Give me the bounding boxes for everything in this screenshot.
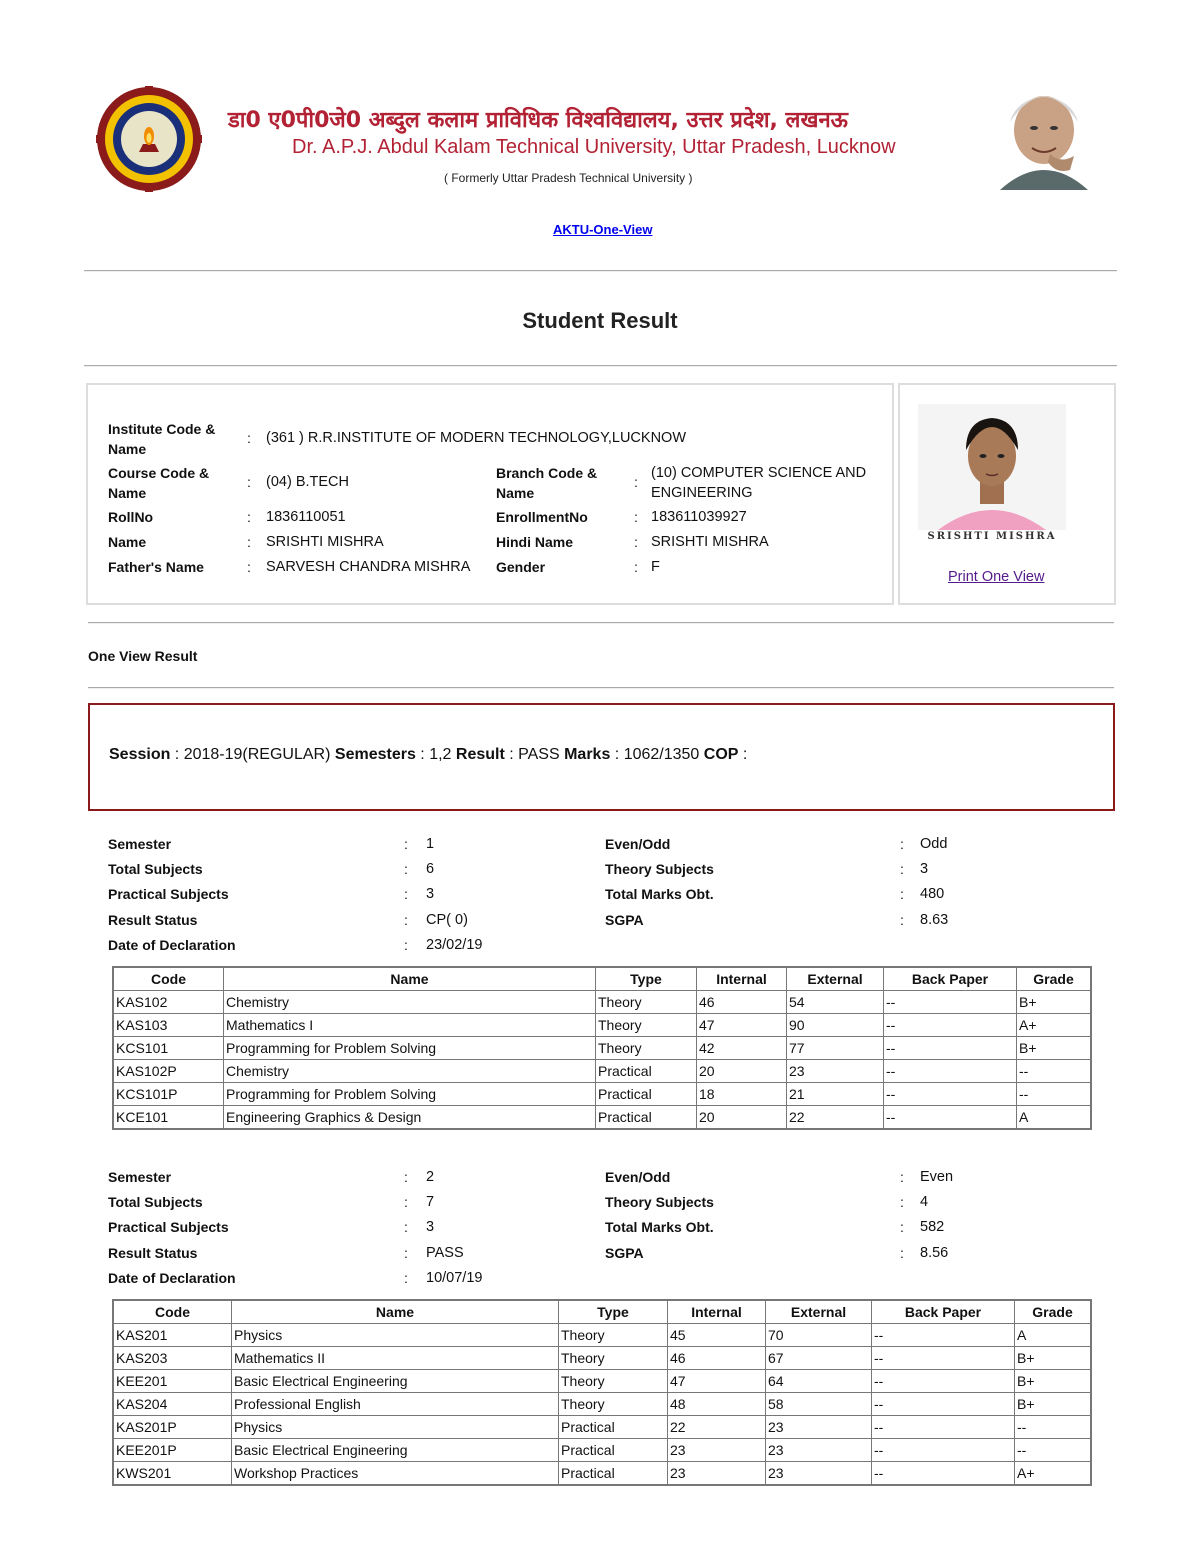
university-english-title: Dr. A.P.J. Abdul Kalam Technical University, Uttar Pradesh, Lucknow [292,136,896,158]
practical-subjects-label: Practical Subjects [108,1219,229,1235]
table-cell: Engineering Graphics & Design [224,1106,596,1130]
table-cell: A [1015,1324,1092,1347]
table-cell: Programming for Problem Solving [224,1083,596,1106]
table-cell: 42 [697,1037,787,1060]
table-cell: KAS102 [113,991,224,1014]
semester-value: 1 [426,836,435,852]
table-cell: Theory [596,1014,697,1037]
table-cell: Chemistry [224,991,596,1014]
declaration-date-value: 23/02/19 [426,937,483,953]
table-cell: 47 [668,1370,766,1393]
table-cell: -- [872,1462,1015,1486]
table-cell: 21 [787,1083,884,1106]
table-cell: Practical [559,1416,668,1439]
table-cell: 58 [766,1393,872,1416]
colon: : [900,1169,904,1185]
result-status-value: CP( 0) [426,912,468,928]
table-cell: KCS101P [113,1083,224,1106]
table-cell: 67 [766,1347,872,1370]
table-cell: Theory [559,1324,668,1347]
table-row [113,1462,1091,1486]
result-label: Result [455,746,505,763]
table-cell: Basic Electrical Engineering [232,1370,559,1393]
cop-label: COP [703,746,739,763]
table-row [113,1370,1091,1393]
sgpa-value: 8.63 [920,912,949,928]
colon: : [634,474,638,490]
gender-label: Gender [496,559,546,575]
theory-subjects-label: Theory Subjects [605,1194,714,1210]
kalam-portrait [990,82,1098,190]
table-cell: B+ [1015,1393,1092,1416]
institute-label: Institute Code & Name [108,421,216,457]
table-cell: KEE201P [113,1439,232,1462]
table-cell: -- [872,1416,1015,1439]
table-cell: Theory [596,991,697,1014]
colon: : [900,912,904,928]
table-cell: A [1017,1106,1092,1130]
declaration-date-value: 10/07/19 [426,1270,483,1286]
formerly-subtitle: ( Formerly Uttar Pradesh Technical University ) [444,171,693,185]
colon: : [247,559,251,575]
table-cell: -- [884,1014,1017,1037]
even-odd-label: Even/Odd [605,836,671,852]
table-cell: 47 [697,1014,787,1037]
table-cell: Practical [559,1439,668,1462]
column-header: Grade [1017,967,1092,991]
rollno-value: 1836110051 [266,509,346,525]
table-cell: -- [872,1347,1015,1370]
colon: : [900,1219,904,1235]
colon: : [404,1270,408,1286]
table-cell: Theory [559,1370,668,1393]
total-marks-label: Total Marks Obt. [605,886,714,902]
table-cell: KAS204 [113,1393,232,1416]
table-row [113,991,1091,1014]
heading-divider [88,687,1114,689]
table-cell: Chemistry [224,1060,596,1083]
table-cell: Workshop Practices [232,1462,559,1486]
table-cell: -- [872,1370,1015,1393]
table-cell: 23 [766,1416,872,1439]
table-cell: 77 [787,1037,884,1060]
table-cell: Professional English [232,1393,559,1416]
table-cell: 48 [668,1393,766,1416]
column-header: Back Paper [884,967,1017,991]
aktu-one-view-link[interactable]: AKTU-One-View [553,222,653,237]
table-cell: Physics [232,1324,559,1347]
colon: : [404,836,408,852]
rollno-label: RollNo [108,509,154,525]
practical-subjects-label: Practical Subjects [108,886,229,902]
table-header-row [113,967,1091,991]
result-status-value: PASS [426,1245,464,1261]
table-cell: -- [1015,1439,1092,1462]
table-row [113,1439,1091,1462]
table-cell: -- [872,1393,1015,1416]
table-cell: 22 [787,1106,884,1130]
table-cell: KAS201P [113,1416,232,1439]
table-cell: KAS103 [113,1014,224,1037]
colon: : [634,509,638,525]
semester-label: Semester [108,836,172,852]
branch-value: (10) COMPUTER SCIENCE AND ENGINEERING [651,465,867,501]
table-cell: 18 [697,1083,787,1106]
practical-subjects-value: 3 [426,1219,435,1235]
even-odd-value: Even [920,1169,954,1185]
declaration-date-label: Date of Declaration [108,937,236,953]
table-cell: 70 [766,1324,872,1347]
total-marks-value: 582 [920,1219,945,1235]
colon: : [247,474,251,490]
table-cell: Programming for Problem Solving [224,1037,596,1060]
info-divider [88,622,1114,624]
total-marks-label: Total Marks Obt. [605,1219,714,1235]
table-cell: -- [872,1324,1015,1347]
name-label: Name [108,534,147,550]
table-cell: Theory [559,1347,668,1370]
colon: : [404,1169,408,1185]
colon: : [900,886,904,902]
table-cell: B+ [1015,1370,1092,1393]
semester-1-marks-table [112,966,1092,1130]
table-row [113,1416,1091,1439]
branch-label: Branch Code & Name [496,465,598,501]
table-cell: -- [1017,1060,1092,1083]
table-cell: 90 [787,1014,884,1037]
one-view-heading: One View Result [88,648,198,664]
table-cell: -- [1015,1416,1092,1439]
table-cell: 23 [668,1439,766,1462]
table-row [113,1324,1091,1347]
table-cell: -- [884,1083,1017,1106]
table-cell: Physics [232,1416,559,1439]
university-hindi-title: डा0 ए0पी0जे0 अब्दुल कलाम प्राविधिक विश्वविद्यालय, उत्तर प्रदेश, लखनऊ [228,108,848,133]
column-header: Type [596,967,697,991]
total-subjects-label: Total Subjects [108,861,203,877]
hindi-name-value: SRISHTI MISHRA [651,534,769,550]
theory-subjects-value: 4 [920,1194,929,1210]
colon: : [404,1194,408,1210]
table-cell: -- [884,1037,1017,1060]
table-cell: 23 [766,1439,872,1462]
table-cell: Practical [596,1083,697,1106]
colon: : [900,861,904,877]
table-cell: -- [884,1106,1017,1130]
table-cell: KAS102P [113,1060,224,1083]
father-name-value: SARVESH CHANDRA MISHRA [266,559,471,575]
photo-caption: SRISHTI MISHRA [927,531,1057,542]
gender-value: F [651,559,660,575]
semesters-label: Semesters [334,746,416,763]
column-header: Name [224,967,596,991]
colon: : [634,534,638,550]
institute-value: (361 ) R.R.INSTITUTE OF MODERN TECHNOLOGY,LUCKNOW [266,430,687,446]
table-cell: 22 [668,1416,766,1439]
even-odd-label: Even/Odd [605,1169,671,1185]
course-value: (04) B.TECH [266,474,349,490]
total-subjects-value: 7 [426,1194,435,1210]
table-cell: KCE101 [113,1106,224,1130]
sgpa-label: SGPA [605,912,644,928]
table-cell: -- [884,1060,1017,1083]
table-row [113,1083,1091,1106]
father-name-label: Father's Name [108,559,204,575]
table-row [113,1393,1091,1416]
table-cell: Mathematics I [224,1014,596,1037]
university-logo [96,86,202,192]
table-cell: KCS101 [113,1037,224,1060]
table-cell: KAS203 [113,1347,232,1370]
column-header: External [787,967,884,991]
table-cell: -- [1017,1083,1092,1106]
theory-subjects-label: Theory Subjects [605,861,714,877]
table-cell: KWS201 [113,1462,232,1486]
result-status-label: Result Status [108,912,198,928]
declaration-date-label: Date of Declaration [108,1270,236,1286]
session-summary: Session : 2018-19(REGULAR) Semesters : 1,2 Result : PASS Marks : 1062/1350 COP : [109,746,748,763]
sgpa-value: 8.56 [920,1245,949,1261]
course-label: Course Code & Name [108,465,210,501]
practical-subjects-value: 3 [426,886,435,902]
colon: : [900,1194,904,1210]
table-cell: B+ [1017,991,1092,1014]
table-cell: B+ [1017,1037,1092,1060]
enrollment-label: EnrollmentNo [496,509,588,525]
table-cell: 64 [766,1370,872,1393]
colon: : [404,886,408,902]
table-cell: 46 [668,1347,766,1370]
table-cell: Theory [559,1393,668,1416]
column-header: Internal [668,1300,766,1324]
table-cell: 20 [697,1106,787,1130]
student-photo [918,404,1066,530]
colon: : [247,430,251,446]
enrollment-value: 183611039927 [651,509,747,525]
even-odd-value: Odd [920,836,948,852]
colon: : [900,1245,904,1261]
column-header: External [766,1300,872,1324]
column-header: Code [113,1300,232,1324]
table-cell: 45 [668,1324,766,1347]
table-cell: KAS201 [113,1324,232,1347]
session-label: Session [109,746,171,763]
table-cell: 54 [787,991,884,1014]
result-value: PASS [518,746,560,763]
table-cell: 46 [697,991,787,1014]
colon: : [404,861,408,877]
column-header: Internal [697,967,787,991]
table-cell: Practical [596,1060,697,1083]
table-cell: 20 [697,1060,787,1083]
colon: : [404,937,408,953]
table-cell: -- [872,1439,1015,1462]
colon: : [247,509,251,525]
table-header-row [113,1300,1091,1324]
table-cell: Basic Electrical Engineering [232,1439,559,1462]
table-cell: Practical [559,1462,668,1486]
table-row [113,1106,1091,1130]
total-marks-value: 480 [920,886,945,902]
table-cell: -- [884,991,1017,1014]
colon: : [404,912,408,928]
table-cell: B+ [1015,1347,1092,1370]
colon: : [634,559,638,575]
session-value: 2018-19(REGULAR) [183,746,331,763]
table-cell: Theory [596,1037,697,1060]
table-cell: 23 [766,1462,872,1486]
table-row [113,1347,1091,1370]
colon: : [900,836,904,852]
semesters-value: 1,2 [429,746,452,763]
table-cell: A+ [1017,1014,1092,1037]
table-cell: Practical [596,1106,697,1130]
colon: : [404,1245,408,1261]
table-cell: A+ [1015,1462,1092,1486]
sgpa-label: SGPA [605,1245,644,1261]
table-row [113,1060,1091,1083]
semester-2-marks-table [112,1299,1092,1486]
result-status-label: Result Status [108,1245,198,1261]
column-header: Back Paper [872,1300,1015,1324]
title-divider [84,365,1117,367]
table-row [113,1037,1091,1060]
semester-value: 2 [426,1169,435,1185]
marks-label: Marks [564,746,611,763]
table-cell: 23 [668,1462,766,1486]
print-one-view-link[interactable]: Print One View [948,569,1045,585]
theory-subjects-value: 3 [920,861,929,877]
header-divider [84,270,1117,272]
table-cell: Mathematics II [232,1347,559,1370]
marks-value: 1062/1350 [623,746,700,763]
table-cell: KEE201 [113,1370,232,1393]
column-header: Code [113,967,224,991]
total-subjects-label: Total Subjects [108,1194,203,1210]
name-value: SRISHTI MISHRA [266,534,384,550]
page-title: Student Result [522,308,678,333]
column-header: Name [232,1300,559,1324]
table-cell: 23 [787,1060,884,1083]
semester-label: Semester [108,1169,172,1185]
column-header: Grade [1015,1300,1092,1324]
hindi-name-label: Hindi Name [496,534,574,550]
table-row [113,1014,1091,1037]
colon: : [404,1219,408,1235]
total-subjects-value: 6 [426,861,435,877]
colon: : [247,534,251,550]
column-header: Type [559,1300,668,1324]
